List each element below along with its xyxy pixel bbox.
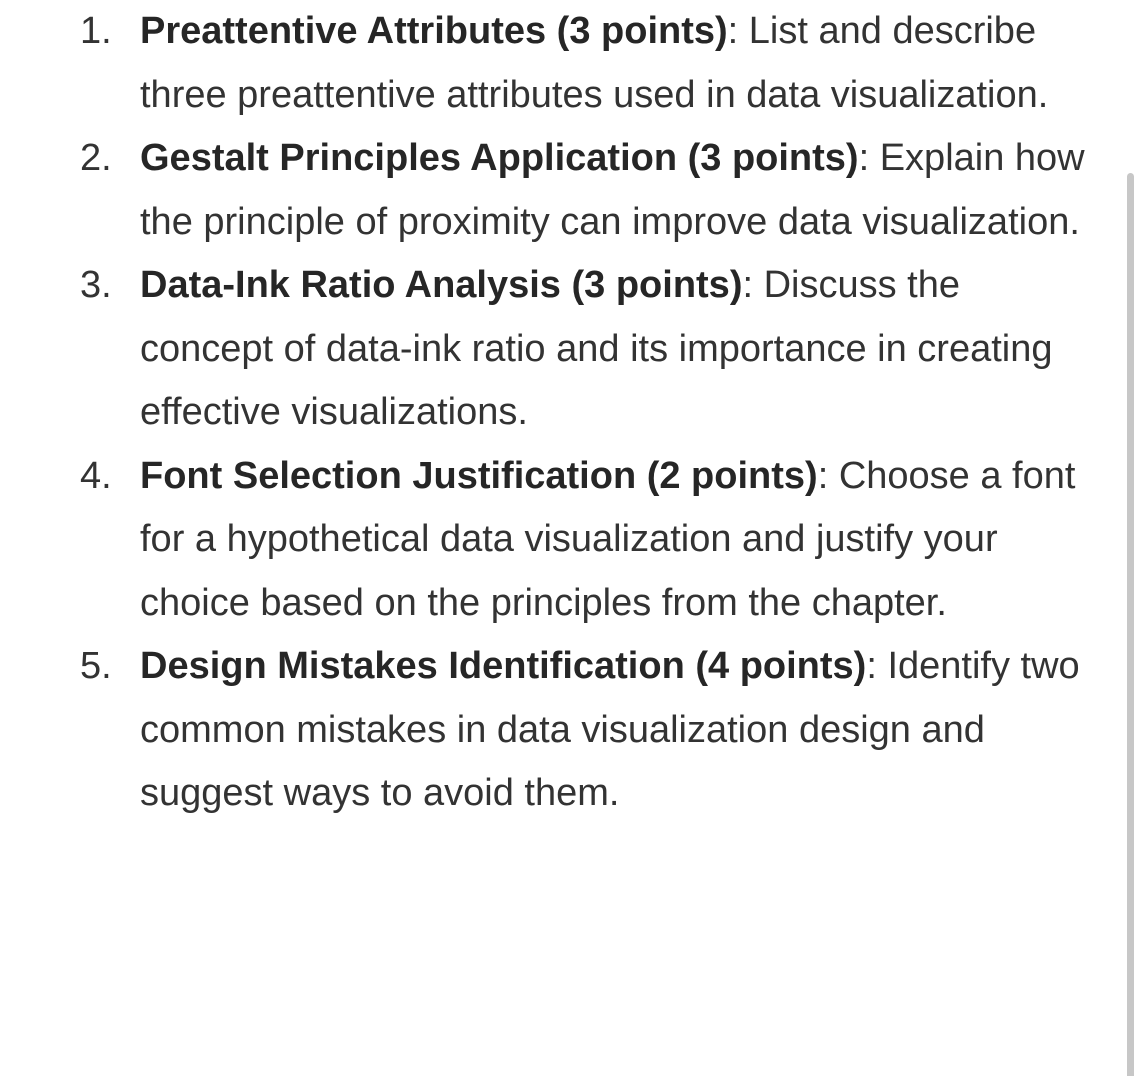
question-number: 4. xyxy=(80,454,112,497)
question-separator: : xyxy=(742,264,754,306)
question-number: 2. xyxy=(80,137,112,179)
question-text: Choose a font for a hypothetical data visualization and justify your choice based on the principles from the chapter. xyxy=(140,454,1076,624)
question-separator: : xyxy=(817,454,829,497)
question-item-4 xyxy=(0,445,1141,636)
question-text: Discuss the concept of data-ink ratio and its importance in creating effective visualizations. xyxy=(140,264,1053,433)
question-separator: : xyxy=(866,645,877,687)
question-item-5 xyxy=(0,635,1141,826)
scrollbar[interactable] xyxy=(1121,0,1141,1076)
question-text: Identify two common mistakes in data visualization design and suggest ways to avoid them. xyxy=(140,645,1080,814)
question-title: Gestalt Principles Application (3 points) xyxy=(140,137,859,179)
question-separator: : xyxy=(858,137,870,179)
question-text: Explain how the principle of proximity can improve data visualization. xyxy=(140,137,1085,243)
question-item-2 xyxy=(0,127,1141,254)
question-number: 5. xyxy=(80,645,112,687)
question-title: Preattentive Attributes (3 points) xyxy=(140,10,728,52)
question-title: Font Selection Justification (2 points) xyxy=(140,454,818,497)
question-item-3 xyxy=(0,254,1141,445)
question-number: 1. xyxy=(80,10,112,52)
question-separator: : xyxy=(727,10,739,52)
question-text: List and describe three preattentive attributes used in data visualization. xyxy=(140,10,1049,116)
question-title: Data-Ink Ratio Analysis (3 points) xyxy=(140,264,743,306)
question-title: Design Mistakes Identification (4 points) xyxy=(140,645,867,687)
scrollbar-thumb[interactable] xyxy=(1127,173,1134,1076)
question-number: 3. xyxy=(80,264,112,306)
question-item-1 xyxy=(0,0,1141,127)
